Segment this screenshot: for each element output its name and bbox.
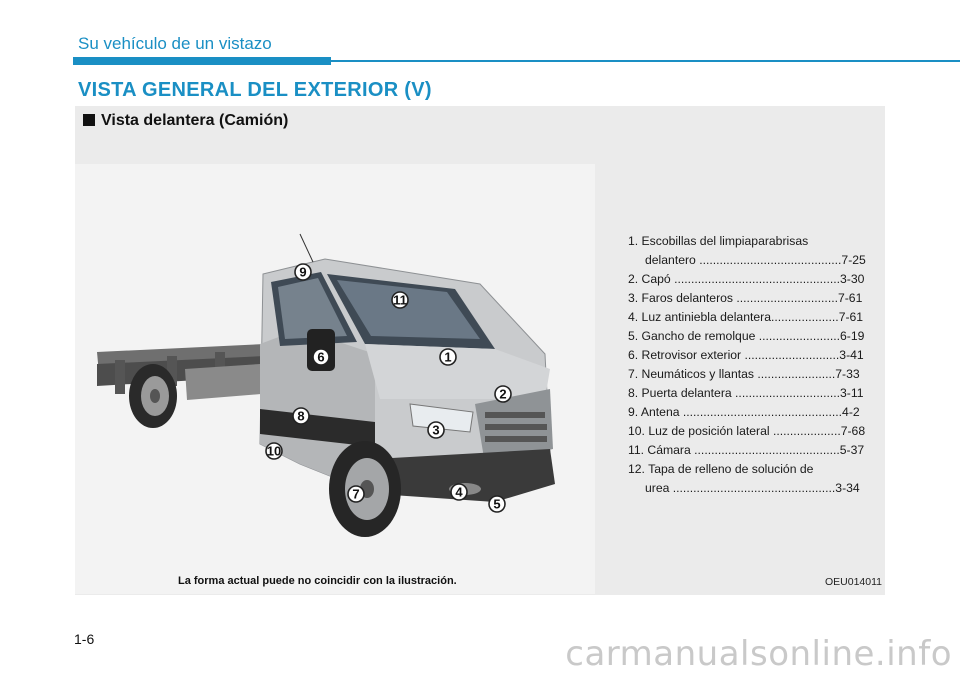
callout-7: [348, 486, 364, 502]
legend-item: 1. Escobillas del limpiaparabrisas: [628, 234, 809, 248]
illustration-note: La forma actual puede no coincidir con la ilustración.: [178, 575, 457, 587]
svg-text:9: 9: [299, 264, 307, 280]
section-title: Su vehículo de un vistazo: [78, 34, 272, 53]
panel-heading-text: Vista delantera (Camión): [101, 112, 289, 129]
legend-item: 6. Retrovisor exterior ............................3-41: [628, 348, 864, 362]
svg-text:4: 4: [455, 484, 463, 500]
truck-illustration: [75, 164, 595, 594]
antenna-line: [300, 234, 313, 262]
figure-code: OEU014011: [824, 576, 882, 588]
svg-text:7: 7: [352, 486, 360, 502]
svg-text:5: 5: [493, 496, 501, 512]
panel-heading: [83, 112, 288, 130]
svg-text:6: 6: [317, 349, 325, 365]
page-number: 1-6: [74, 631, 95, 647]
callout-6: [313, 349, 329, 365]
legend-item: 2. Capó .................................................3-30: [628, 272, 865, 286]
header-rule-thick: [73, 57, 331, 65]
callout-1: [440, 349, 456, 365]
svg-text:3: 3: [432, 422, 440, 438]
callout-8: [293, 408, 309, 424]
legend-item: 7. Neumáticos y llantas .......................7-33: [628, 367, 860, 381]
callout-9: [295, 264, 311, 280]
legend-item: 9. Antena ...............................................4-2: [628, 405, 860, 419]
legend-item-continuation: delantero ..........................................7-25: [645, 253, 866, 267]
legend-item: 3. Faros delanteros ..............................7-61: [628, 291, 863, 305]
callout-3: [428, 422, 444, 438]
front-wheel: [329, 441, 401, 537]
bullet-square-icon: [83, 114, 95, 126]
legend-item: 5. Gancho de remolque ........................6-19: [628, 329, 865, 343]
callout-10: [266, 443, 282, 459]
callout-5: [489, 496, 505, 512]
watermark[interactable]: carmanualsonline.info: [565, 634, 952, 674]
legend-item: 11. Cámara ...........................................5-37: [628, 443, 865, 457]
legend-item: 8. Puerta delantera ...............................3-11: [628, 386, 864, 400]
legend-item-continuation: urea ................................................3-34: [645, 481, 860, 495]
svg-text:11: 11: [393, 292, 407, 308]
parts-legend: [628, 232, 878, 498]
legend-item: 4. Luz antiniebla delantera....................7-61: [628, 310, 864, 324]
legend-item: 10. Luz de posición lateral ....................7-68: [628, 424, 866, 438]
callout-2: [495, 386, 511, 402]
svg-text:8: 8: [297, 408, 305, 424]
rear-wheel: [129, 364, 177, 428]
svg-text:2: 2: [499, 386, 507, 402]
chassis-frame: [97, 344, 267, 400]
header-rule-thin: [331, 60, 960, 62]
callout-4: [451, 484, 467, 500]
page-heading: VISTA GENERAL DEL EXTERIOR (V): [78, 79, 432, 101]
svg-text:1: 1: [444, 349, 452, 365]
illustration-panel: [75, 106, 885, 595]
legend-item: 12. Tapa de relleno de solución de: [628, 462, 814, 476]
svg-text:10: 10: [266, 443, 282, 459]
callout-11: [392, 292, 408, 308]
